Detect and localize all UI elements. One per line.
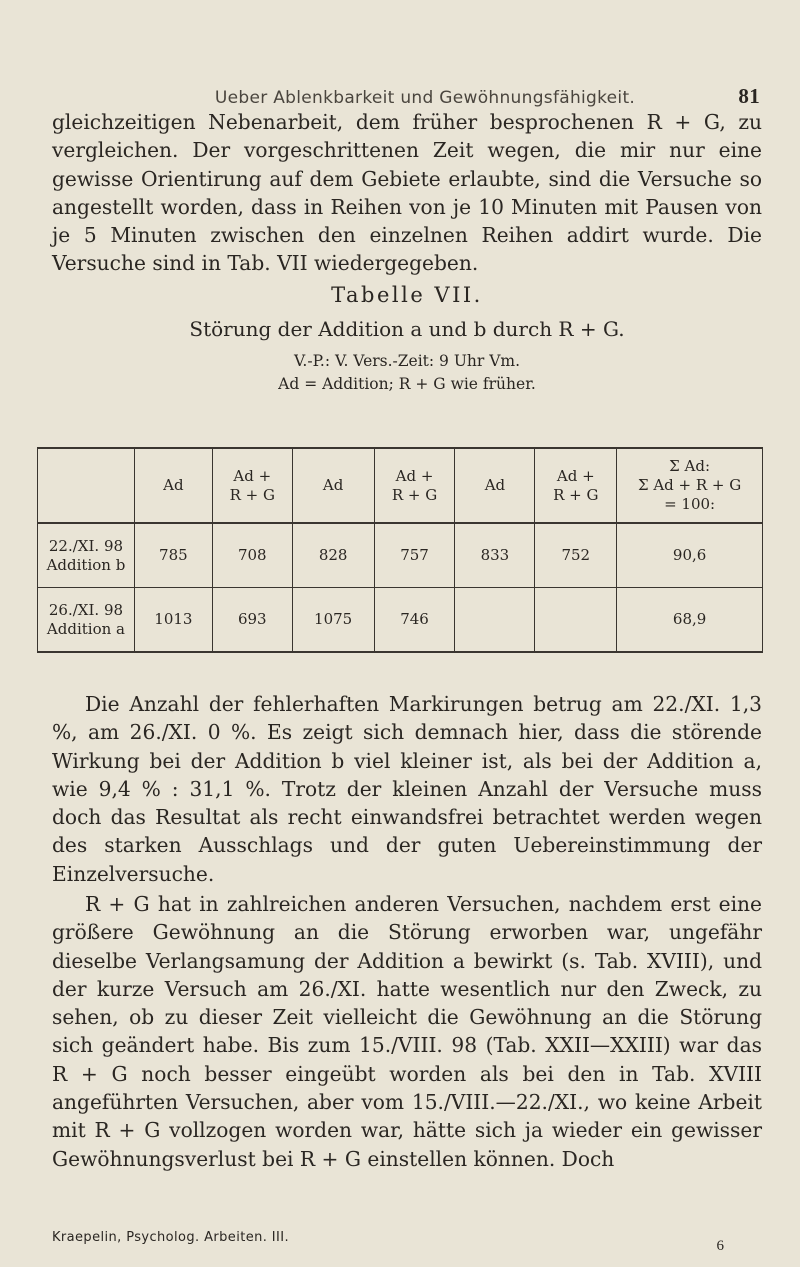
table-header-cell: Σ Ad: Σ Ad + R + G = 100: [617, 448, 763, 523]
page-number: 81 [738, 84, 760, 108]
paragraph-2 [52, 690, 762, 888]
table-cell: 757 [374, 523, 455, 588]
table-row-label [38, 588, 135, 653]
table-title: Tabelle VII. [331, 283, 483, 307]
running-title: Ueber Ablenkbarkeit und Gewöhnungsfähigkeit. [214, 88, 636, 108]
footer-signature: 6 [716, 1238, 724, 1254]
paragraph-3-text: R + G hat in zahlreichen anderen Versuchen, nachdem erst eine größere Gewöhnung an die Störung erworben war, ungefähr dieselbe Verlangsamung der Addition a bewirkt (s. Tab. XVIII), und der kurze Versuch am 26./XI. hatte wesentlich nur den Zweck, zu sehen, ob zu dieser Zeit vielleicht die Gewöhnung an die Störung sich geändert habe. Bis zum 15./VIII. 98 (Tab. XXII—XXIII) war das R + G noch besser eingeübt worden als bei den in Tab. XVIII angeführten Versuchen, aber vom 15./VIII.—22./XI., wo keine Arbeit mit R + G vollzogen worden war, hätte sich ja wieder ein gewisser Gewöhnungsverlust bei R + G einstellen können. Doch [52, 892, 762, 1171]
paragraph-1-text: gleichzeitigen Nebenarbeit, dem früher besprochenen R + G, zu vergleichen. Der vorgeschrittenen Zeit wegen, die mir nur eine gewisse Orientirung auf dem Gebiete erlaubte, sind die Versuche so angestellt worden, dass in Reihen von je 10 Minuten mit Pausen von je 5 Minuten zwischen den einzelnen Reihen addirt wurde. Die Versuche sind in Tab. VII wiedergegeben. [52, 110, 762, 276]
table-cell: 1013 [134, 588, 212, 653]
table-cell: 708 [212, 523, 292, 588]
table-cell: 68,9 [617, 588, 763, 653]
table-cell: 833 [455, 523, 535, 588]
table-header-cell: Ad + R + G [535, 448, 617, 523]
table-cell: 752 [535, 523, 617, 588]
table-row [38, 588, 763, 653]
table-header-cell [38, 448, 135, 523]
table-header-row [38, 448, 763, 523]
row-condition: Addition a [46, 619, 125, 638]
row-date: 22./XI. 98 [48, 536, 124, 555]
table-header-cell: Ad [134, 448, 212, 523]
data-table [37, 447, 763, 653]
table-cell: 90,6 [617, 523, 763, 588]
table-header-cell: Ad [455, 448, 535, 523]
table-cell: 693 [212, 588, 292, 653]
table-header-cell: Ad + R + G [374, 448, 455, 523]
table-row [38, 523, 763, 588]
table-cell [535, 588, 617, 653]
table-header-cell: Ad [292, 448, 374, 523]
row-date: 26./XI. 98 [48, 600, 124, 619]
table-cell: 746 [374, 588, 455, 653]
table-cell: 785 [134, 523, 212, 588]
table-meta-2: Ad = Addition; R + G wie früher. [278, 375, 536, 393]
footer-source: Kraepelin, Psycholog. Arbeiten. III. [52, 1230, 290, 1245]
table-meta-1: V.-P.: V. Vers.-Zeit: 9 Uhr Vm. [293, 352, 521, 370]
table-row-label [38, 523, 135, 588]
table-cell [455, 588, 535, 653]
paragraph-2-text: Die Anzahl der fehlerhaften Markirungen betrug am 22./XI. 1,3 %, am 26./XI. 0 %. Es zeigt sich demnach hier, dass die störende Wirkung bei der Addition b viel kleiner ist, als bei der Addition a, wie 9,4 % : 31,1 %. Trotz der kleinen Anzahl der Versuche muss doch das Resultat als recht einwandsfrei betrachtet werden wegen des starken Ausschlags und der guten Uebereinstimmung der Einzelversuche. [52, 692, 762, 886]
table-header-cell: Ad + R + G [212, 448, 292, 523]
table-cell: 1075 [292, 588, 374, 653]
table-subtitle: Störung der Addition a und b durch R + G. [189, 317, 625, 341]
paragraph-3 [52, 890, 762, 1173]
row-condition: Addition b [46, 555, 126, 574]
page-footer [52, 1230, 762, 1254]
paragraph-1 [52, 108, 762, 278]
table-cell: 828 [292, 523, 374, 588]
